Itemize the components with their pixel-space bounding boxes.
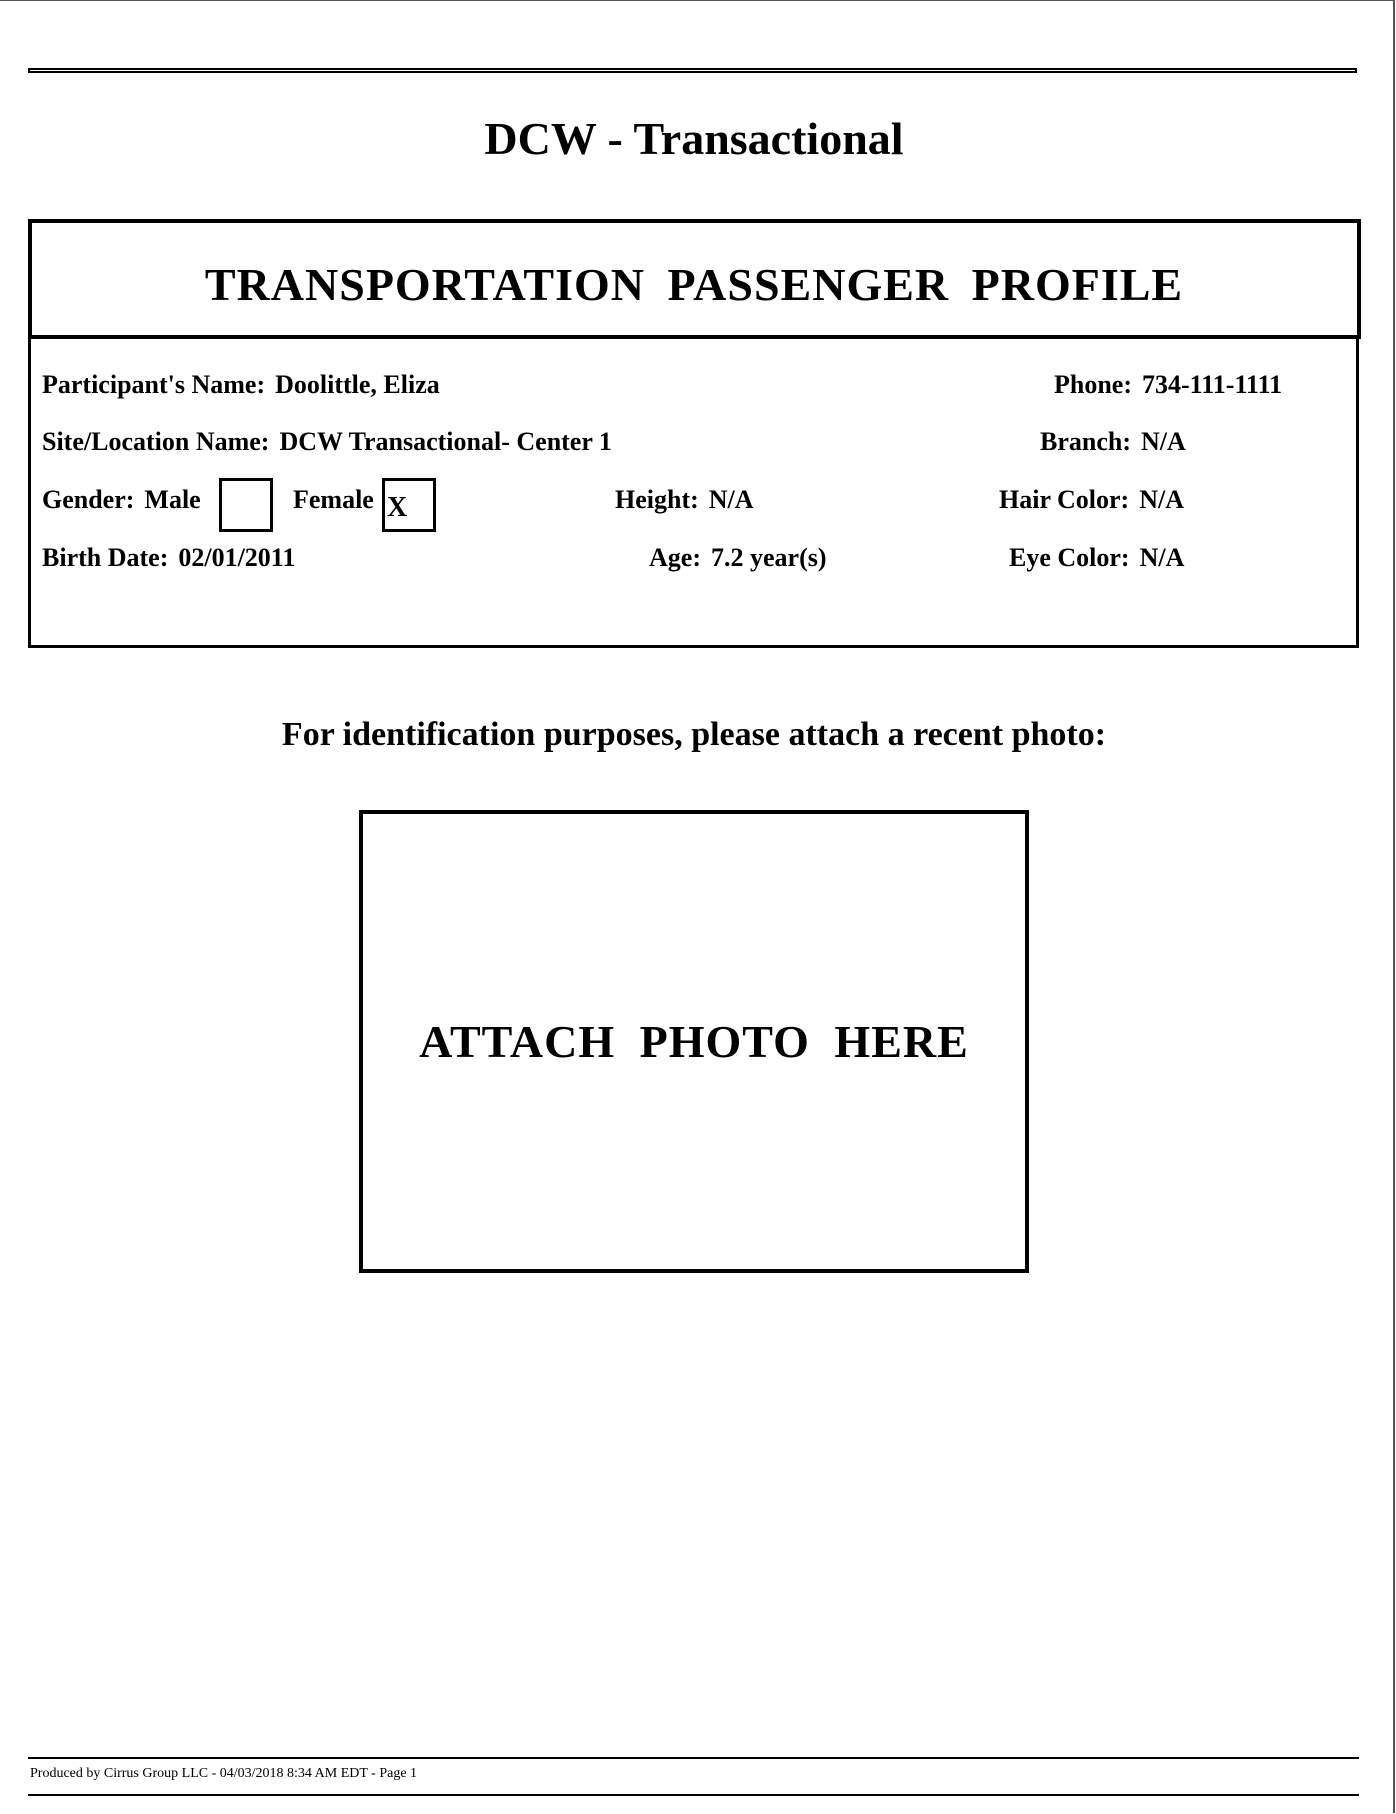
footer-rule-bottom [28,1794,1359,1796]
photo-instruction: For identification purposes, please attach a recent photo: [281,716,1107,753]
branch-field [1040,427,1186,457]
male-checkbox[interactable] [219,478,273,532]
hair-color-label: Hair Color: [999,485,1130,514]
eye-color-field [1009,543,1184,573]
hair-color-field [999,485,1184,515]
gender-label: Gender: [42,485,135,514]
company-title: DCW - Transactional [484,113,904,164]
photo-attach-area[interactable] [359,810,1029,1273]
eye-color-label: Eye Color: [1009,543,1130,572]
branch-label: Branch: [1040,427,1131,456]
footer-text: Produced by Cirrus Group LLC - 04/03/2018 8:34 AM EDT - Page 1 [30,1766,418,1781]
form-title: TRANSPORTATION PASSENGER PROFILE [204,259,1184,310]
footer-rule-top [28,1757,1359,1759]
phone-value: 734-111-1111 [1142,370,1283,399]
age-value: 7.2 year(s) [710,543,827,572]
female-checkbox[interactable]: X [382,478,436,532]
hair-color-value: N/A [1139,485,1184,514]
height-label: Height: [615,485,699,514]
eye-color-value: N/A [1139,543,1185,572]
gender-field [42,485,201,515]
site-value: DCW Transactional- Center 1 [279,427,612,456]
height-field [615,485,754,515]
female-label: Female [293,485,374,514]
participant-name-field [42,370,440,400]
site-label: Site/Location Name: [42,427,270,456]
photo-placeholder-label: ATTACH PHOTO HERE [419,1016,969,1067]
participant-name-label: Participant's Name: [42,370,266,399]
top-rule [28,68,1357,73]
participant-name-value: Doolittle, Eliza [275,370,440,399]
branch-value: N/A [1141,427,1186,456]
phone-field [1054,370,1282,400]
male-label: Male [144,485,201,514]
birth-date-label: Birth Date: [42,543,169,572]
phone-label: Phone: [1054,370,1132,399]
birth-date-value: 02/01/2011 [178,543,296,572]
age-label: Age: [649,543,701,572]
birth-date-field [42,543,295,573]
age-field [649,543,827,573]
height-value: N/A [708,485,754,514]
site-field [42,427,612,457]
